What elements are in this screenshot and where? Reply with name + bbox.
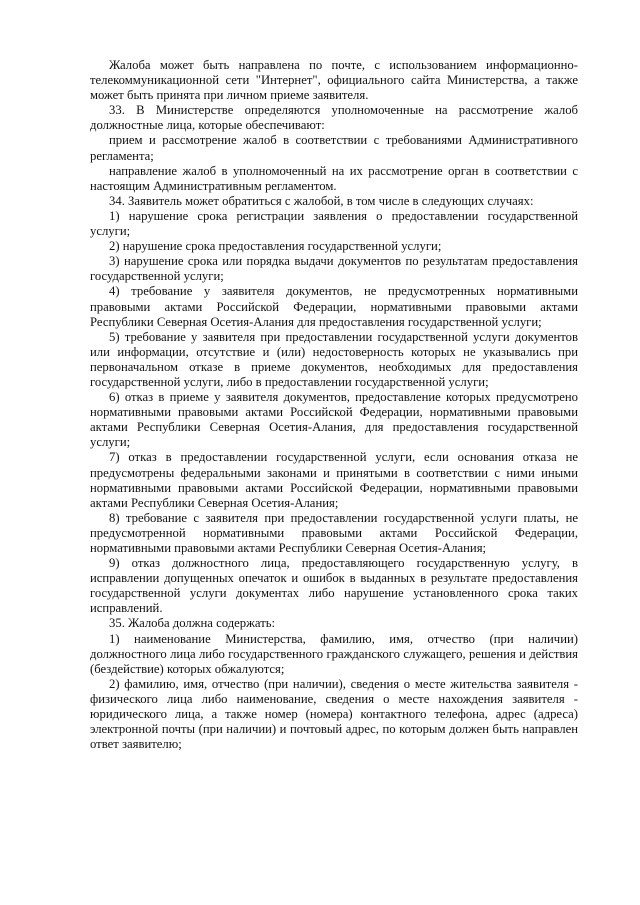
paragraph-34-item-8: 8) требование с заявителя при предоставлении государственной услуги платы, не предусмотренной нормативными правовыми актами Российской Федерации, нормативными правовыми актами Республики Северная Осетия-Алания; <box>90 510 578 555</box>
paragraph-33: 33. В Министерстве определяются уполномоченные на рассмотрение жалоб должностные лица, которые обеспечивают: <box>90 103 578 133</box>
paragraph-35-item-2: 2) фамилию, имя, отчество (при наличии), сведения о месте жительства заявителя - физического лица либо наименование, сведения о месте нахождения заявителя - юридического лица, а также номер (номера) контактного телефона, адрес (адреса) электронной почты (при наличии) и почтовый адрес, по которым должен быть направлен ответ заявителю; <box>90 676 578 752</box>
paragraph-34-item-4: 4) требование у заявителя документов, не предусмотренных нормативными правовыми актами Российской Федерации, нормативными правовыми актами Республики Северная Осетия-Алания для предоставления государственной услуги; <box>90 284 578 329</box>
paragraph-34-item-9: 9) отказ должностного лица, предоставляющего государственную услугу, в исправлении допущенных опечаток и ошибок в выданных в результате предоставления государственной услуги документах либо нарушение установленного срока таких исправлений. <box>90 556 578 616</box>
paragraph-34-item-5: 5) требование у заявителя при предоставлении государственной услуги документов или информации, отсутствие и (или) недостоверность которых не указывались при первоначальном отказе в приеме документов, необходимых для предоставления государственной услуги, либо в предоставлении государственной услуги; <box>90 329 578 389</box>
paragraph-34-item-3: 3) нарушение срока или порядка выдачи документов по результатам предоставления государственной услуги; <box>90 254 578 284</box>
paragraph-34-item-2: 2) нарушение срока предоставления государственной услуги; <box>109 239 442 254</box>
paragraph-34-item-6: 6) отказ в приеме у заявителя документов, предоставление которых предусмотрено нормативными правовыми актами Российской Федерации, нормативными правовыми актами Республики Северная Осетия-Алания, для предоставления государственной услуги; <box>90 390 578 450</box>
paragraph-34-item-7: 7) отказ в предоставлении государственной услуги, если основания отказа не предусмотрены федеральными законами и принятыми в соответствии с ними иными нормативными правовыми актами Российской Федерации, нормативными правовыми актами Республики Северная Осетия-Алания; <box>90 450 578 510</box>
paragraph-34-item-1: 1) нарушение срока регистрации заявления о предоставлении государственной услуги; <box>90 208 578 239</box>
paragraph-35-item-1: 1) наименование Министерства, фамилию, имя, отчество (при наличии) должностного лица либо государственного гражданского служащего, решения и действия (бездействие) которых обжалуются; <box>90 631 578 676</box>
paragraph-34: 34. Заявитель может обратиться с жалобой, в том числе в следующих случаях: <box>109 193 534 208</box>
paragraph-complaint-channels: Жалоба может быть направлена по почте, с использованием информационно-телекоммуникационной сети "Интернет", официального сайта Министерства, а также может быть принята при личном приеме заявителя. <box>90 58 578 103</box>
paragraph-35: 35. Жалоба должна содержать: <box>109 616 276 631</box>
paragraph-33-reception: прием и рассмотрение жалоб в соответствии с требованиями Административного регламента; <box>90 133 578 163</box>
paragraph-33-forwarding: направление жалоб в уполномоченный на их рассмотрение орган в соответствии с настоящим Административным регламентом. <box>90 163 578 193</box>
